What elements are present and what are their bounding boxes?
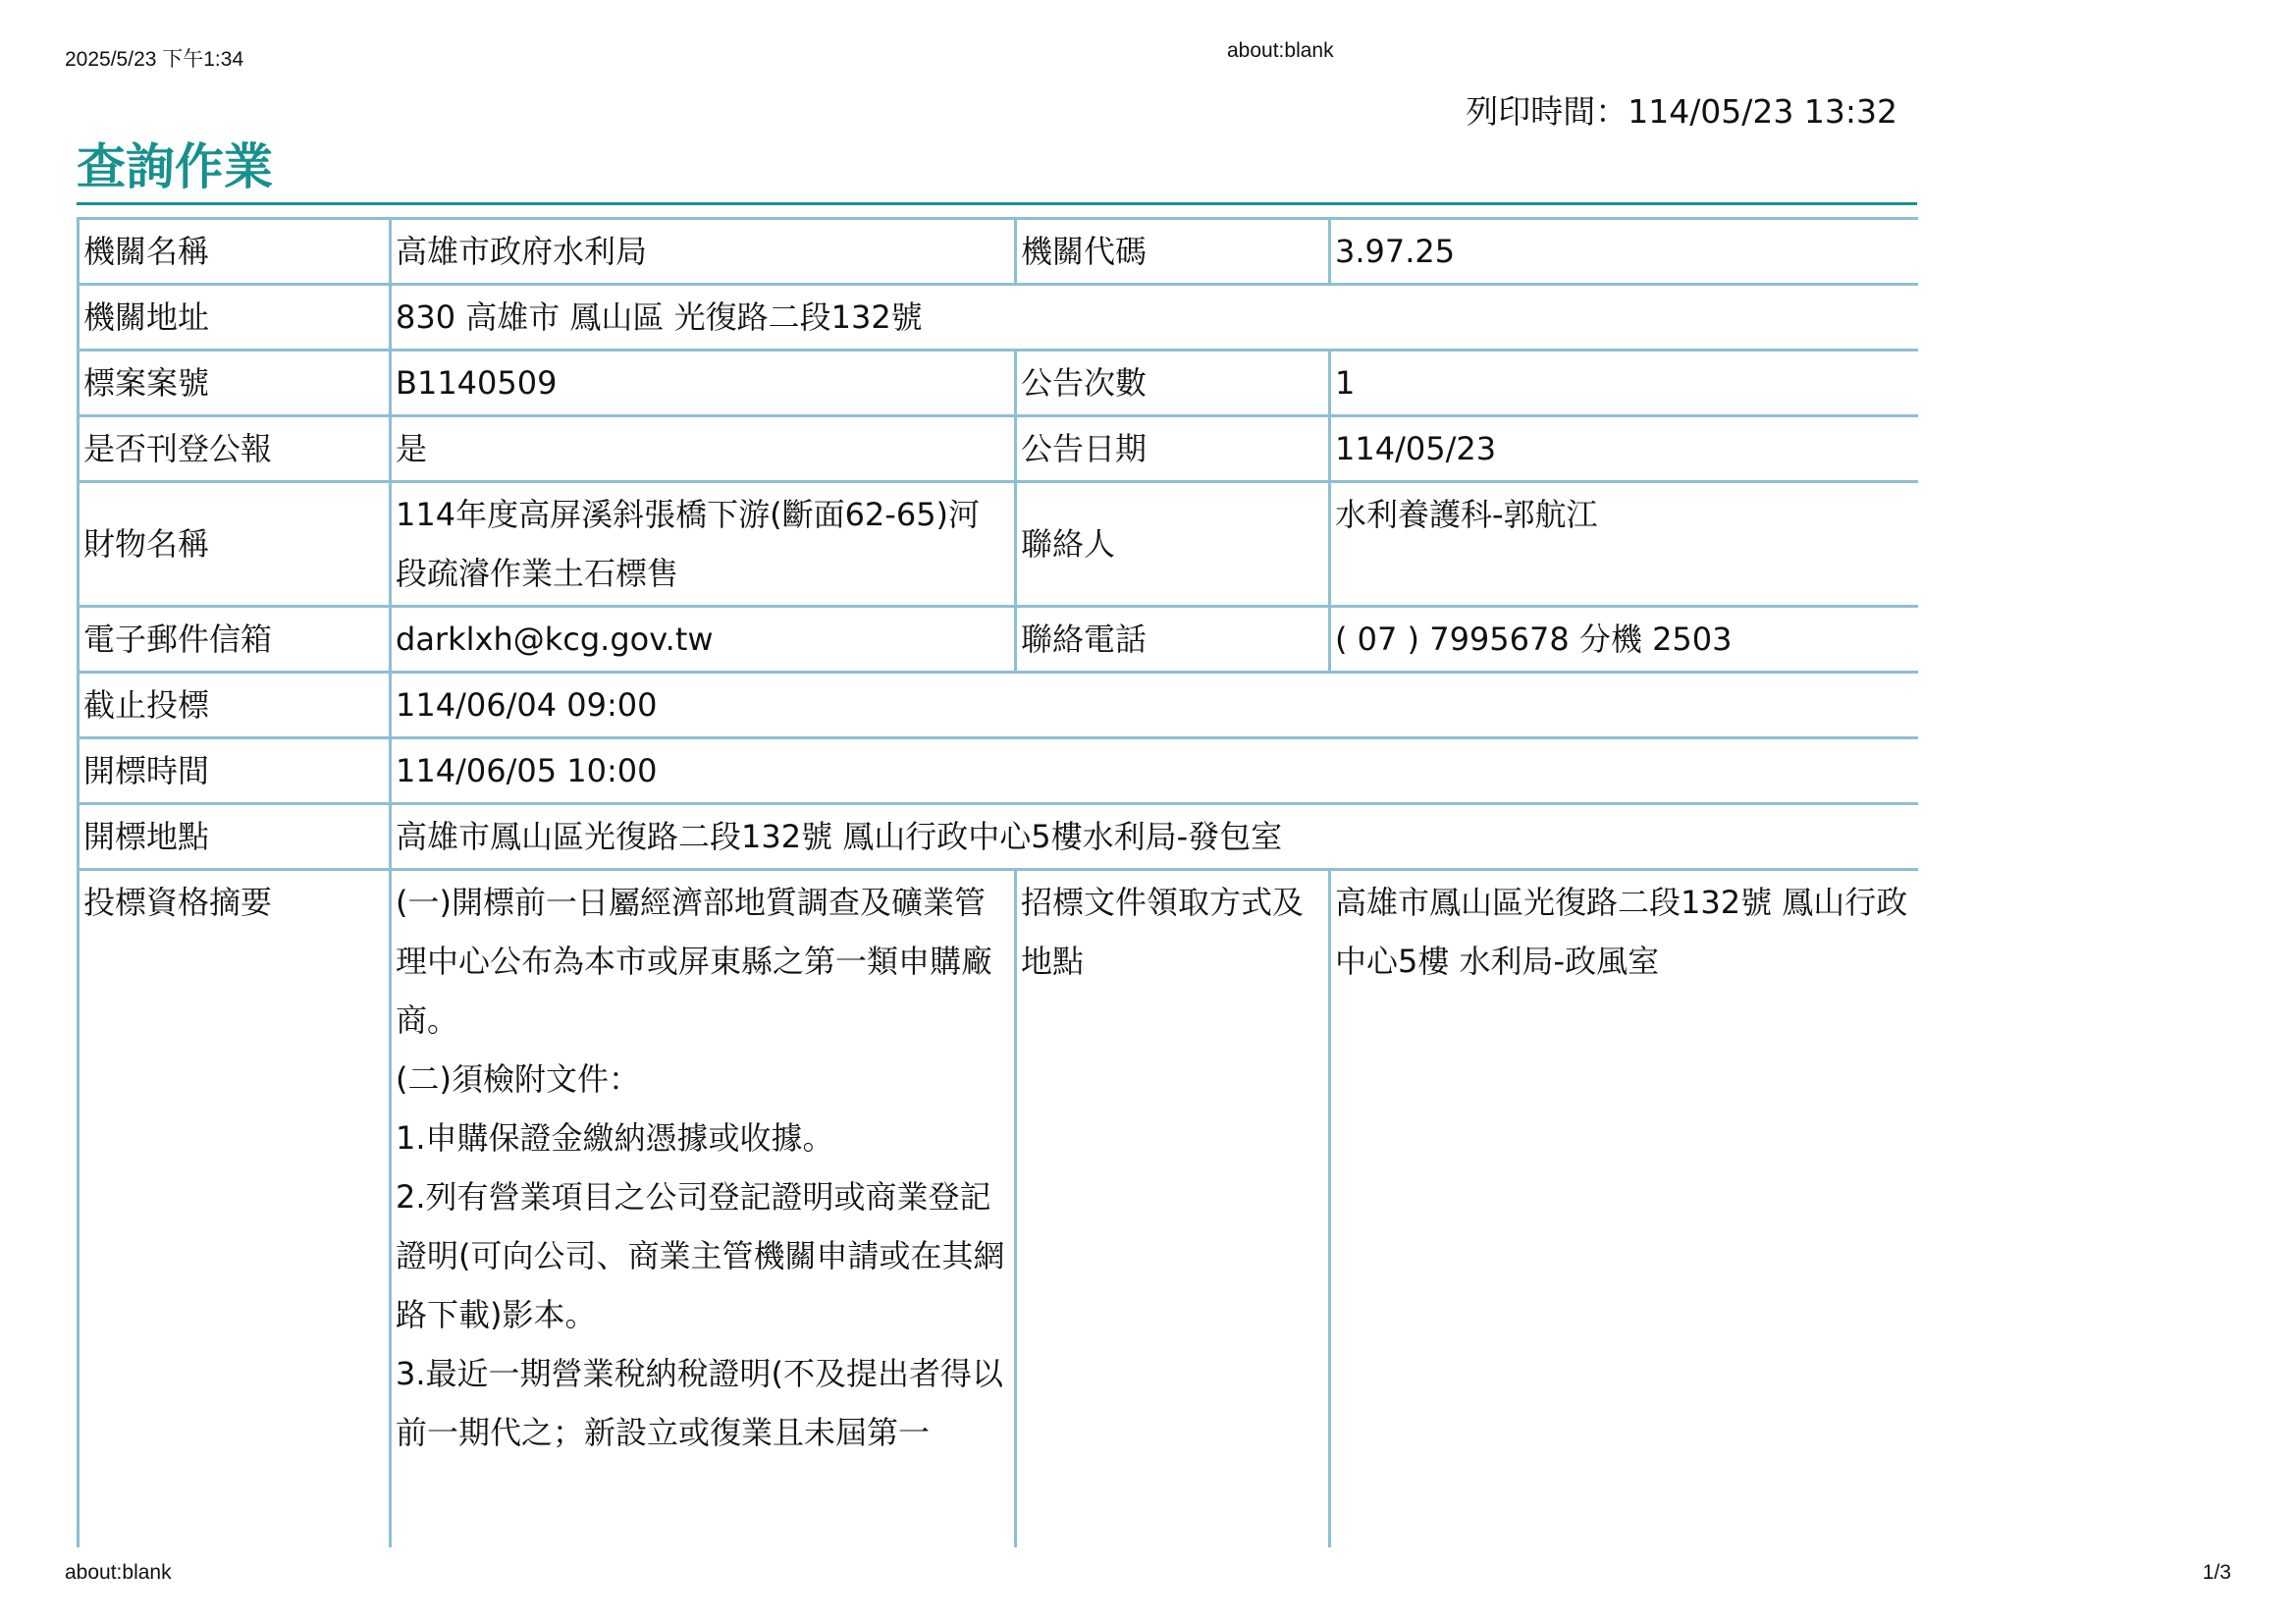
table-row <box>79 870 1919 1548</box>
doc-pickup-value: 高雄市鳳山區光復路二段132號 鳳山行政中心5樓 水利局-政風室 <box>1330 870 1919 1548</box>
doc-pickup-label: 招標文件領取方式及地點 <box>1016 870 1330 1548</box>
gazette-value: 是 <box>391 416 1016 482</box>
print-header-url: about:blank <box>1227 39 1334 62</box>
table-row <box>79 804 1919 870</box>
opening-time-value: 114/06/05 10:00 <box>391 738 1919 804</box>
table-row <box>79 607 1919 673</box>
table-row <box>79 219 1919 285</box>
announce-count-label: 公告次數 <box>1016 351 1330 416</box>
print-footer-page: 1/3 <box>2202 1561 2231 1584</box>
gazette-label: 是否刊登公報 <box>79 416 391 482</box>
table-row <box>79 738 1919 804</box>
property-name-label: 財物名稱 <box>79 482 391 607</box>
tender-info-table <box>77 217 1918 1547</box>
table-row <box>79 673 1919 738</box>
info-table-container <box>77 217 1918 1547</box>
table-row <box>79 482 1919 607</box>
agency-code-value: 3.97.25 <box>1330 219 1919 285</box>
email-value: darklxh@kcg.gov.tw <box>391 607 1016 673</box>
phone-value: ( 07 ) 7995678 分機 2503 <box>1330 607 1919 673</box>
agency-name-value: 高雄市政府水利局 <box>391 219 1016 285</box>
contact-value: 水利養護科-郭航江 <box>1330 482 1919 607</box>
table-row <box>79 285 1919 351</box>
table-row <box>79 351 1919 416</box>
qualification-line: (二)須檢附文件： <box>396 1060 640 1098</box>
qualification-line: 2.列有營業項目之公司登記證明或商業登記證明(可向公司、商業主管機關申請或在其網路下載)影本。 <box>396 1178 1005 1333</box>
qualification-label: 投標資格摘要 <box>79 870 391 1548</box>
deadline-value: 114/06/04 09:00 <box>391 673 1919 738</box>
qualification-line: 1.申購保證金繳納憑據或收據。 <box>396 1119 834 1157</box>
case-number-value: B1140509 <box>391 351 1016 416</box>
opening-place-value: 高雄市鳳山區光復路二段132號 鳳山行政中心5樓水利局-發包室 <box>391 804 1919 870</box>
agency-name-label: 機關名稱 <box>79 219 391 285</box>
table-row <box>79 416 1919 482</box>
announce-date-label: 公告日期 <box>1016 416 1330 482</box>
print-header-date: 2025/5/23 下午1:34 <box>65 48 244 71</box>
announce-date-value: 114/05/23 <box>1330 416 1919 482</box>
agency-address-label: 機關地址 <box>79 285 391 351</box>
agency-code-label: 機關代碼 <box>1016 219 1330 285</box>
property-name-value: 114年度高屏溪斜張橋下游(斷面62-65)河段疏濬作業土石標售 <box>391 482 1016 607</box>
print-footer-url: about:blank <box>65 1561 172 1584</box>
announce-count-value: 1 <box>1330 351 1919 416</box>
opening-time-label: 開標時間 <box>79 738 391 804</box>
qualification-value <box>391 870 1016 1548</box>
agency-address-value: 830 高雄市 鳳山區 光復路二段132號 <box>391 285 1919 351</box>
case-number-label: 標案案號 <box>79 351 391 416</box>
deadline-label: 截止投標 <box>79 673 391 738</box>
email-label: 電子郵件信箱 <box>79 607 391 673</box>
opening-place-label: 開標地點 <box>79 804 391 870</box>
contact-label: 聯絡人 <box>1016 482 1330 607</box>
print-time: 列印時間：114/05/23 13:32 <box>1466 92 1897 131</box>
qualification-line: (一)開標前一日屬經濟部地質調查及礦業管理中心公布為本市或屏東縣之第一類申購廠商。 <box>396 884 993 1039</box>
qualification-line: 3.最近一期營業稅納稅證明(不及提出者得以前一期代之；新設立或復業且未屆第一 <box>396 1355 1004 1451</box>
page-title: 查詢作業 <box>77 135 1917 205</box>
phone-label: 聯絡電話 <box>1016 607 1330 673</box>
